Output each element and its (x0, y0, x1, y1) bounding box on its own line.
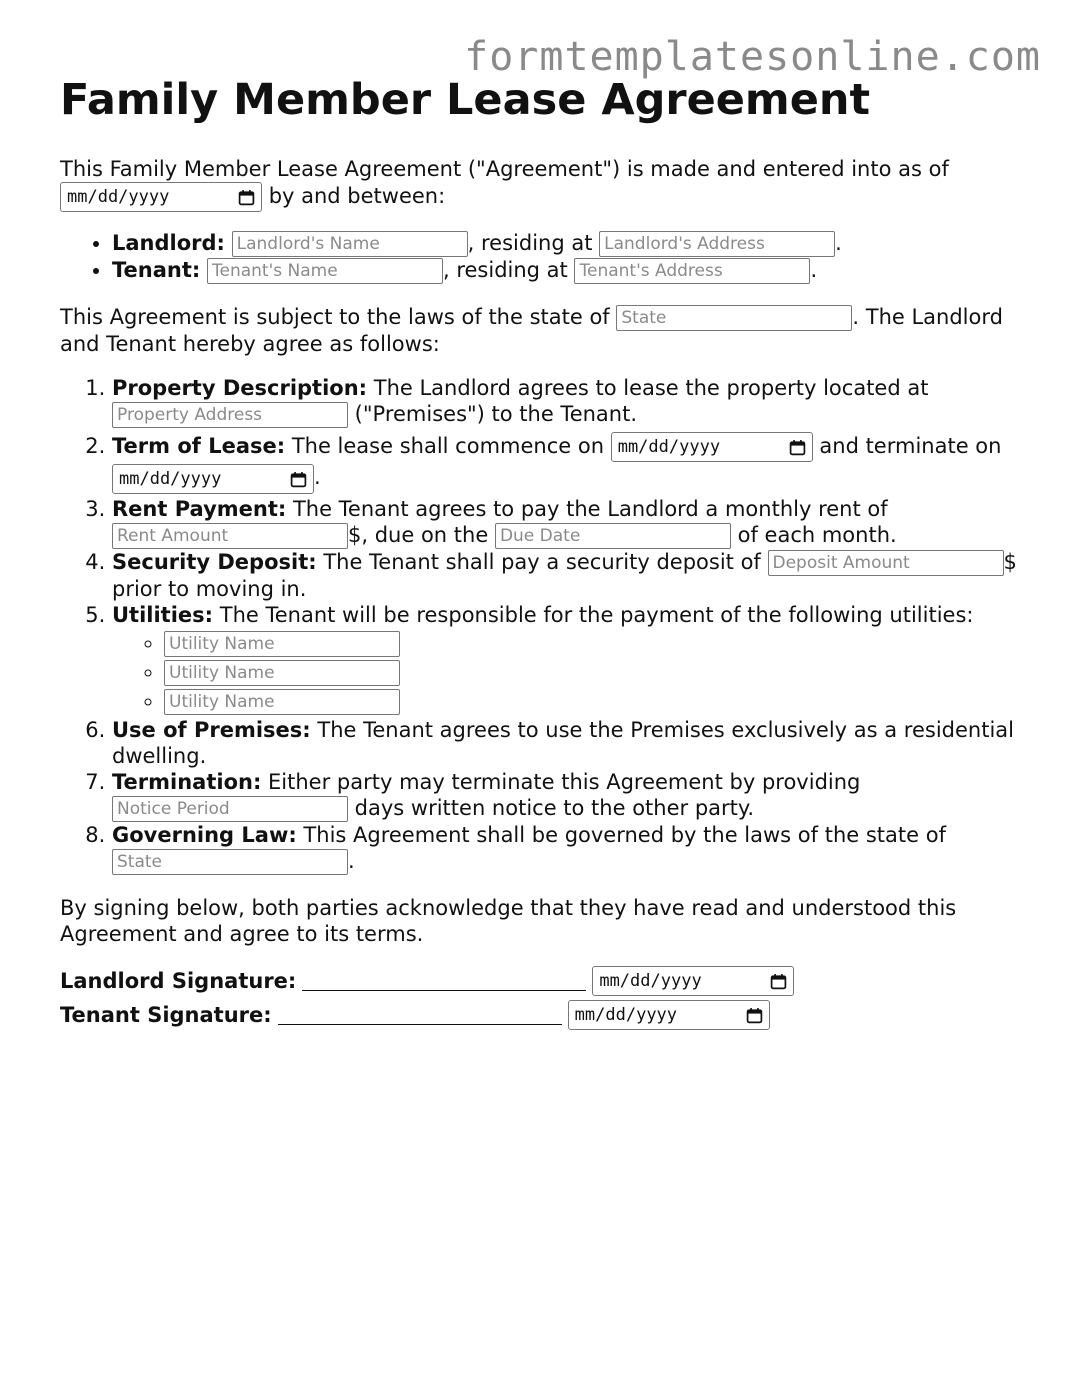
landlord-address-input[interactable] (599, 231, 835, 257)
clause-text: $ prior to moving in. (112, 550, 1017, 601)
governing-state-input[interactable] (112, 849, 348, 875)
landlord-signature-row (60, 965, 1020, 997)
clause-label: Termination: (112, 770, 262, 794)
parties-list (60, 230, 1020, 284)
clause-label: Term of Lease: (112, 434, 286, 458)
clause-text: $, due on the (348, 523, 489, 547)
tenant-address-input[interactable] (574, 258, 810, 284)
clause-label: Rent Payment: (112, 497, 287, 521)
clause-text: The Tenant will be responsible for the payment of the following utilities: (213, 603, 974, 627)
clause-label: Utilities: (112, 603, 214, 627)
clause-property (112, 375, 1020, 428)
rent-amount-input[interactable] (112, 523, 348, 549)
utility-item (164, 659, 1020, 686)
page-title: Family Member Lease Agreement (60, 75, 871, 125)
clause-deposit (112, 549, 1020, 602)
period: . (810, 258, 818, 282)
landlord-name-input[interactable] (232, 231, 468, 257)
tenant-name-input[interactable] (207, 258, 443, 284)
landlord-signature-date-input[interactable] (592, 966, 794, 996)
notice-period-input[interactable] (112, 796, 348, 822)
clause-text: The Landlord agrees to lease the property located at (367, 376, 929, 400)
tenant-signature-label: Tenant Signature: (60, 1003, 272, 1027)
date-placeholder: mm/dd/yyyy (599, 971, 702, 991)
calendar-icon[interactable] (746, 1007, 763, 1024)
signature-block (60, 965, 1020, 1031)
intro-paragraph (60, 156, 1020, 212)
clause-text: The Tenant agrees to use the Premises exclusively as a residential dwelling. (112, 718, 1014, 768)
landlord-signature-line[interactable] (302, 972, 586, 991)
state-input[interactable] (616, 305, 852, 331)
landlord-signature-label: Landlord Signature: (60, 969, 297, 993)
clause-text: days written notice to the other party. (348, 796, 754, 820)
clause-text: of each month. (730, 523, 897, 547)
clause-text: The Tenant shall pay a security deposit of (316, 550, 761, 574)
lease-end-date-input[interactable] (112, 464, 314, 494)
utility-input[interactable] (164, 631, 400, 657)
intro-text-after: by and between: (268, 184, 446, 208)
calendar-icon[interactable] (789, 439, 806, 456)
landlord-item (112, 230, 1020, 257)
tenant-label: Tenant: (112, 258, 201, 282)
tenant-signature-line[interactable] (278, 1006, 562, 1025)
utility-input[interactable] (164, 660, 400, 686)
clause-text: . (348, 849, 355, 873)
clause-utilities (112, 602, 1020, 715)
clause-governing-law (112, 822, 1020, 875)
law-text: This Agreement is subject to the laws of the state of (60, 305, 610, 329)
tenant-item (112, 257, 1020, 284)
lease-start-date-input[interactable] (611, 432, 813, 462)
utilities-list (112, 630, 1020, 715)
calendar-icon[interactable] (770, 973, 787, 990)
due-date-input[interactable] (495, 523, 731, 549)
intro-text: This Family Member Lease Agreement ("Agreement") is made and entered into as of (60, 157, 949, 181)
date-placeholder: mm/dd/yyyy (617, 437, 721, 457)
landlord-label: Landlord: (112, 231, 225, 255)
clause-label: Security Deposit: (112, 550, 317, 574)
clause-text: The lease shall commence on (285, 434, 605, 458)
property-address-input[interactable] (112, 402, 348, 428)
utility-item (164, 688, 1020, 715)
clause-label: Use of Premises: (112, 718, 311, 742)
period: . (835, 231, 842, 255)
utility-item (164, 630, 1020, 657)
clause-text: Either party may terminate this Agreement by providing (261, 770, 861, 794)
calendar-icon[interactable] (238, 189, 255, 206)
clause-term (112, 432, 1020, 494)
tenant-signature-date-input[interactable] (568, 1000, 770, 1030)
clause-label: Property Description: (112, 376, 368, 400)
date-placeholder: mm/dd/yyyy (574, 1005, 678, 1025)
law-paragraph (60, 304, 1020, 357)
clauses-list (60, 375, 1020, 875)
residing-at-text: , residing at (467, 231, 593, 255)
clause-use (112, 717, 1020, 769)
agreement-date-input[interactable] (60, 182, 262, 212)
clause-text: This Agreement shall be governed by the laws of the state of (296, 823, 946, 847)
clause-termination (112, 769, 1020, 822)
date-placeholder: mm/dd/yyyy (67, 187, 170, 207)
clause-rent (112, 496, 1020, 549)
clause-text: . (314, 465, 321, 489)
tenant-signature-row (60, 999, 1020, 1031)
lease-form (60, 74, 1020, 1033)
clause-text: and terminate on (819, 434, 1002, 458)
law-text-after: . The Landlord and Tenant hereby agree as follows: (60, 305, 1003, 356)
deposit-amount-input[interactable] (768, 550, 1004, 576)
utility-input[interactable] (164, 689, 400, 715)
clause-text: ("Premises") to the Tenant. (348, 402, 638, 426)
residing-at-text: , residing at (442, 258, 568, 282)
clause-label: Governing Law: (112, 823, 297, 847)
watermark: formtemplatesonline.com (464, 34, 1041, 80)
acknowledgement: By signing below, both parties acknowledge that they have read and understood this Agreement and agree to its terms. (60, 896, 957, 946)
calendar-icon[interactable] (290, 471, 307, 488)
date-placeholder: mm/dd/yyyy (119, 469, 222, 489)
clause-text: The Tenant agrees to pay the Landlord a monthly rent of (286, 497, 888, 521)
